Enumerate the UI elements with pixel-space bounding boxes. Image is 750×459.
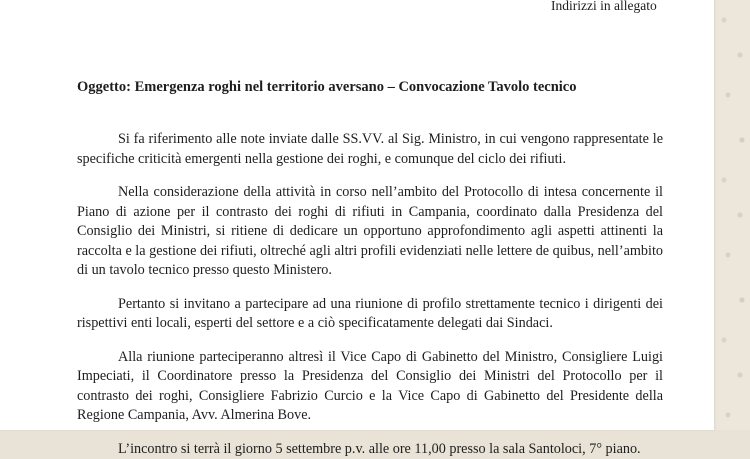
- paragraph-reference: Si fa riferimento alle note inviate dalle SS.VV. al Sig. Ministro, in cui vengono rappresentate le specifiche criticità emergenti nella gestione dei roghi, e comunque del ciclo dei rifiuti.: [77, 130, 663, 169]
- paragraph-participants: Alla riunione parteciperanno altresì il Vice Capo di Gabinetto del Ministro, Consigliere Luigi Impeciati, il Coordinatore presso la Presidenza del Consiglio dei Ministri del Protocollo per il contrasto dei roghi, Consigliere Fabrizio Curcio e la Vice Capo di Gabinetto del Presidente della Regione Campania, Avv. Almerina Bove.: [77, 348, 663, 426]
- paragraph-meeting-details: L’incontro si terrà il giorno 5 settembre p.v. alle ore 11,00 presso la sala Santoloci, 7° piano.: [77, 440, 663, 459]
- paragraph-invitation: Pertanto si invitano a partecipare ad una riunione di profilo strettamente tecnico i dirigenti dei rispettivi enti locali, esperti del settore e a ciò specificatamente delegati dai Sindaci.: [77, 295, 663, 334]
- letter-subject: Oggetto: Emergenza roghi nel territorio aversano – Convocazione Tavolo tecnico: [77, 78, 577, 98]
- background-pattern: [714, 0, 750, 430]
- addressees-note: Indirizzi in allegato: [551, 0, 657, 16]
- paragraph-protocol: Nella considerazione della attività in corso nell’ambito del Protocollo di intesa concernente il Piano di azione per il contrasto dei roghi di rifiuti in Campania, coordinato dalla Presidenza del Consiglio dei Ministri, si ritiene di dedicare un opportuno approfondimento agli aspetti attinenti la raccolta e la gestione dei rifiuti, oltreché agli altri profili evidenziati nelle lettere de quibus, nell’ambito di un tavolo tecnico presso questo Ministero.: [77, 183, 663, 281]
- letter-paragraphs: [77, 130, 663, 459]
